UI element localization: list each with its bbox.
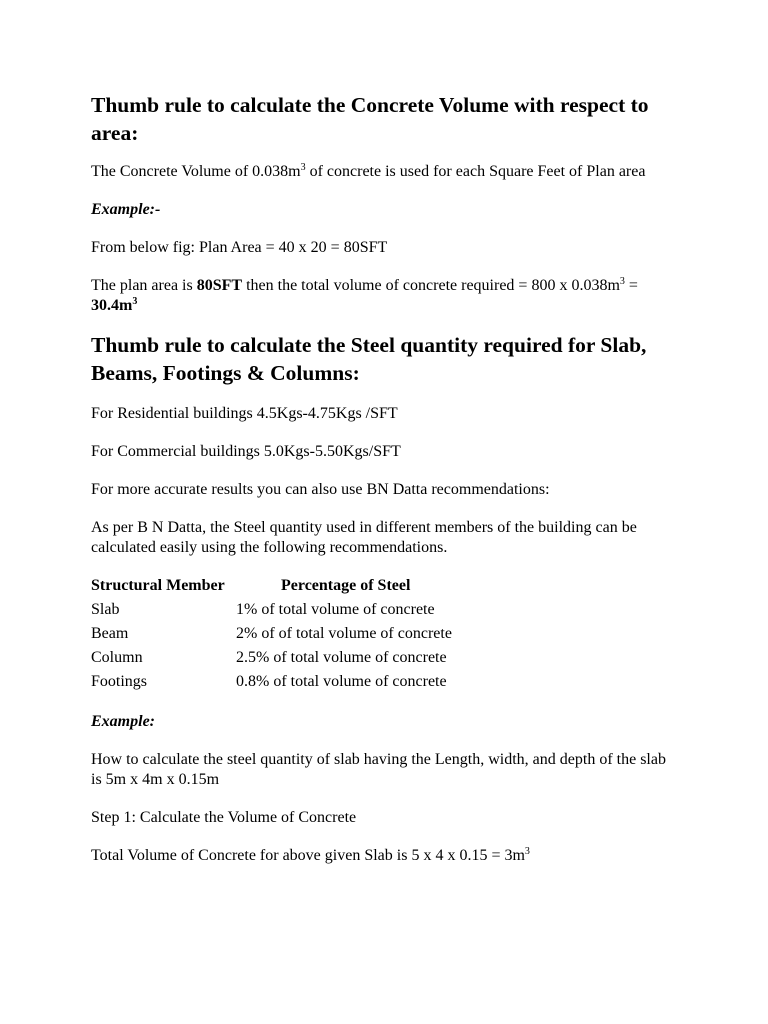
slab-question: How to calculate the steel quantity of slab having the Length, width, and depth of the slab is 5m x 4m x 0.15m bbox=[91, 751, 666, 788]
bn-datta-text: As per B N Datta, the Steel quantity used in different members of the building can be calculated easily using the following recommendations. bbox=[91, 519, 637, 556]
steel-percentage-table bbox=[91, 574, 452, 694]
heading-steel-quantity: Thumb rule to calculate the Steel quantity required for Slab, Beams, Footings & Columns: bbox=[91, 333, 647, 385]
table-cell-percentage: 2% of of total volume of concrete bbox=[236, 625, 452, 642]
heading-concrete-volume: Thumb rule to calculate the Concrete Volume with respect to area: bbox=[91, 93, 649, 145]
table-header-row bbox=[91, 574, 452, 598]
table-cell-percentage: 1% of total volume of concrete bbox=[236, 601, 435, 618]
table-header-percentage: Percentage of Steel bbox=[281, 577, 411, 594]
total-volume-text: Total Volume of Concrete for above given Slab is 5 x 4 x $0.15 = 3m^3$ bbox=[91, 846, 530, 864]
table-row bbox=[91, 622, 452, 646]
accurate-results-text: For more accurate results you can also use BN Datta recommendations: bbox=[91, 481, 550, 498]
table-row bbox=[91, 646, 452, 670]
concrete-intro: The Concrete Volume of $0.038m^3$ of concrete is used for each Square Feet of Plan area bbox=[91, 162, 646, 180]
table-cell-member: Footings bbox=[91, 673, 148, 690]
table-cell-member: Slab bbox=[91, 601, 120, 618]
example-label-2: Example: bbox=[91, 713, 155, 730]
table-cell-percentage: 0.8% of total volume of concrete bbox=[236, 673, 447, 690]
table-row bbox=[91, 598, 452, 622]
table-cell-member: Column bbox=[91, 649, 143, 666]
residential-rule: For Residential buildings 4.5Kgs-4.75Kgs /SFT bbox=[91, 405, 398, 422]
plan-area-text: From below fig: Plan Area = 40 x 20 = 80SFT bbox=[91, 239, 388, 256]
table-header-member: Structural Member bbox=[91, 577, 225, 594]
step-1-text: Step 1: Calculate the Volume of Concrete bbox=[91, 809, 357, 826]
example-label-1: Example:- bbox=[91, 201, 161, 218]
table-row bbox=[91, 670, 452, 694]
commercial-rule: For Commercial buildings 5.0Kgs-5.50Kgs/SFT bbox=[91, 443, 401, 460]
table-cell-percentage: 2.5% of total volume of concrete bbox=[236, 649, 447, 666]
table-cell-member: Beam bbox=[91, 625, 129, 642]
concrete-calculation: The plan area is 80SFT then the total volume of concrete required = 800 x $0.038m^3 = 30.4m^3$ bbox=[91, 276, 638, 314]
